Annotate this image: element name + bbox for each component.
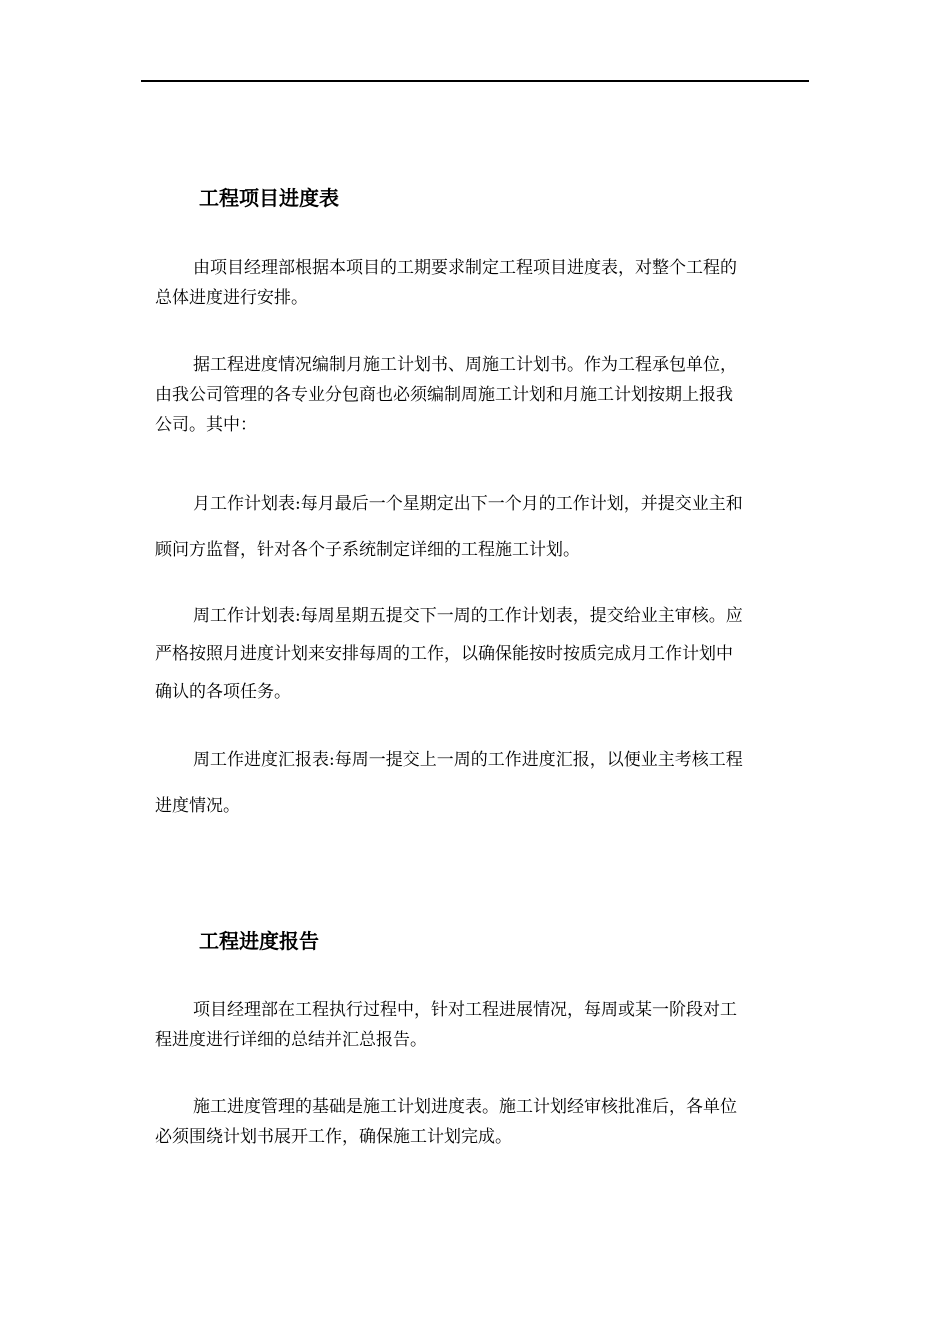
paragraph-line: 周工作计划表:每周星期五提交下一周的工作计划表，提交给业主审核。应 bbox=[193, 606, 743, 626]
paragraph-line: 据工程进度情况编制月施工计划书、周施工计划书。作为工程承包单位， bbox=[193, 355, 737, 375]
paragraph-line: 公司。其中： bbox=[155, 415, 257, 435]
paragraph-line: 由我公司管理的各专业分包商也必须编制周施工计划和月施工计划按期上报我 bbox=[155, 385, 733, 405]
paragraph-line: 由项目经理部根据本项目的工期要求制定工程项目进度表，对整个工程的 bbox=[193, 258, 737, 278]
paragraph bbox=[155, 601, 815, 707]
paragraph-line: 施工进度管理的基础是施工计划进度表。施工计划经审核批准后，各单位 bbox=[193, 1097, 737, 1117]
paragraph bbox=[155, 350, 815, 440]
paragraph bbox=[155, 737, 815, 829]
paragraph-line: 周工作进度汇报表:每周一提交上一周的工作进度汇报，以便业主考核工程 bbox=[193, 750, 743, 770]
paragraph-line: 确认的各项任务。 bbox=[155, 682, 291, 702]
paragraph-line: 进度情况。 bbox=[155, 796, 240, 816]
paragraph bbox=[155, 253, 815, 313]
paragraph-line: 严格按照月进度计划来安排每周的工作，以确保能按时按质完成月工作计划中 bbox=[155, 644, 733, 664]
header-rule bbox=[141, 80, 809, 82]
paragraph-line: 总体进度进行安排。 bbox=[155, 288, 308, 308]
paragraph-line: 顾问方监督，针对各个子系统制定详细的工程施工计划。 bbox=[155, 540, 580, 560]
section-heading-schedule: 工程项目进度表 bbox=[199, 186, 339, 210]
paragraph-line: 月工作计划表:每月最后一个星期定出下一个月的工作计划，并提交业主和 bbox=[193, 494, 743, 514]
section-heading-report: 工程进度报告 bbox=[199, 929, 319, 953]
paragraph bbox=[155, 481, 815, 573]
paragraph-line: 程进度进行详细的总结并汇总报告。 bbox=[155, 1030, 427, 1050]
paragraph-line: 项目经理部在工程执行过程中，针对工程进展情况，每周或某一阶段对工 bbox=[193, 1000, 737, 1020]
paragraph bbox=[155, 1092, 815, 1152]
paragraph-line: 必须围绕计划书展开工作，确保施工计划完成。 bbox=[155, 1127, 512, 1147]
paragraph bbox=[155, 995, 815, 1055]
